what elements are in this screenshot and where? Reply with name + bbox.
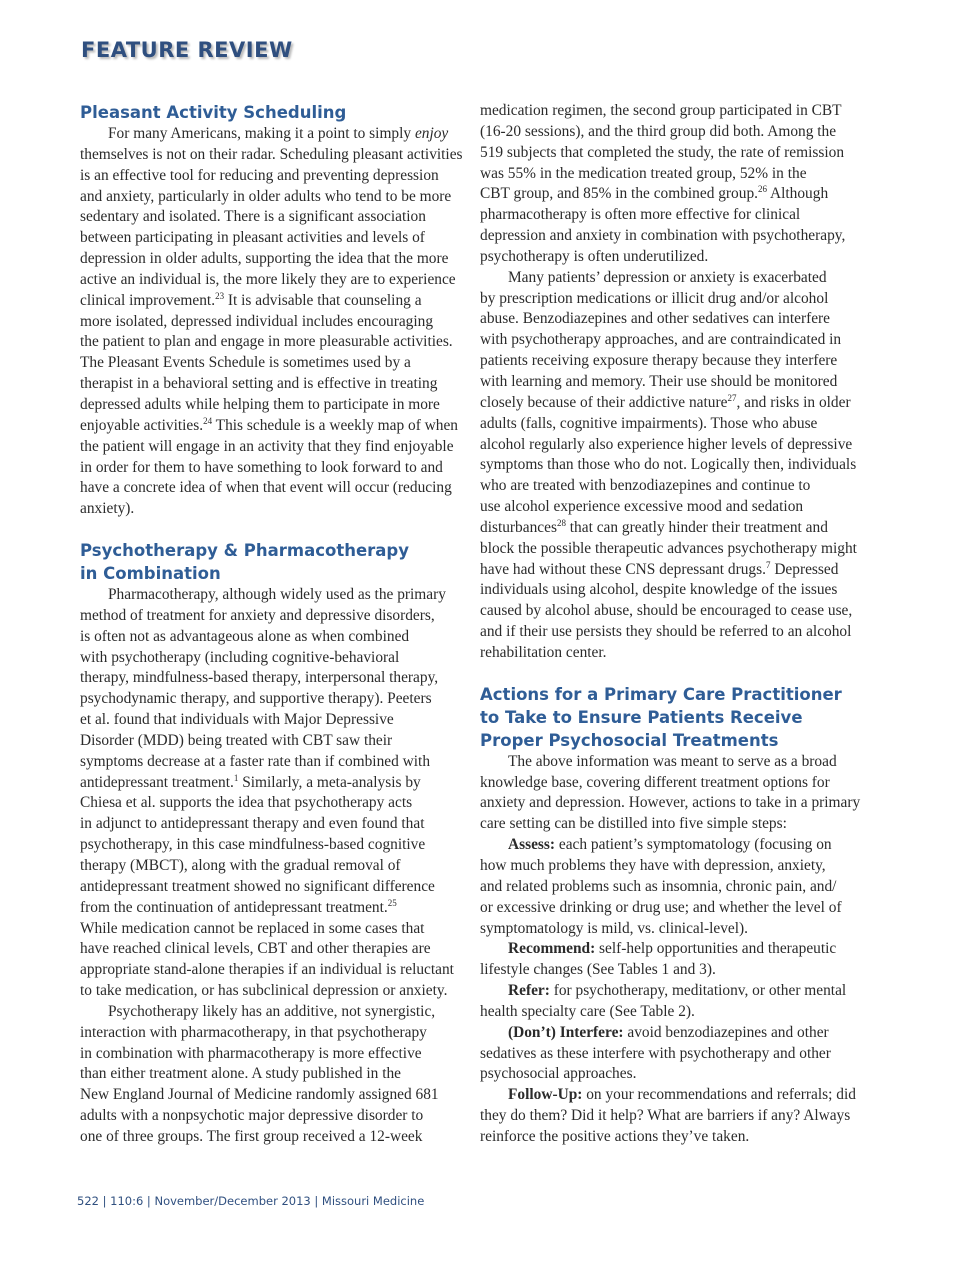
step-dont-interfere: (Don’t) Interfere: avoid benzodiazepines and other sedatives as these interfere with psychotherapy and other psychosocial approaches. (480, 1023, 831, 1083)
step-label: Assess: (508, 836, 556, 854)
citation: 27 (727, 392, 737, 403)
citation: 23 (215, 290, 225, 301)
page-footer: 522 | 110:6 | November/December 2013 | Missouri Medicine (77, 1194, 425, 1208)
heading-psychotherapy-pharmacotherapy: Psychotherapy & Pharmacotherapy in Combination (80, 541, 410, 584)
paragraph-five-steps: The above information was meant to serve as a broad knowledge base, covering different treatment options for anxiety and depression. However, actions to take in a primary care setting can be distilled into five simple steps: (480, 752, 861, 833)
step-label: Follow-Up: (508, 1086, 583, 1104)
paragraph-additive-interaction: Psychotherapy likely has an additive, not synergistic, interaction with pharmacotherapy, in that psychotherapy in combination with pharmacotherapy is more effective than either treatment alone. A study published in the New England Journal of Medicine randomly assigned 681 adults with a nonpsychotic major depressive disorder to one of three groups. The first group received a 12-week (80, 1002, 439, 1145)
step-label: Recommend: (508, 940, 596, 958)
running-head: FEATURE REVIEW (81, 38, 293, 62)
citation: 24 (203, 415, 213, 426)
step-recommend: Recommend: self-help opportunities and therapeutic lifestyle changes (See Tables 1 and 3). (480, 940, 837, 979)
citation: 25 (387, 897, 397, 908)
paragraph-substance-use: Many patients’ depression or anxiety is exacerbated by prescription medications or illicit drug and/or alcohol abuse. Benzodiazepines and other sedatives can interfere with psychotherapy approaches, and are contraindicated in patients receiving exposure therapy because they interfere with learning and memory. Their use should be monitored closely because of their addictive nature$^{27}$, and risks in older adults (falls, cognitive impairments). Those who abuse alcohol regularly also experience higher levels of depressive symptoms than those who do not. Logically then, individuals who are treated with benzodiazepines and continue to use alcohol experience excessive mood and sedation disturbances$^{28}$ that can greatly hinder their treatment and block the possible therapeutic advances psychotherapy might have had without these CNS depressant drugs.$^7$ Depressed individuals using alcohol, despite knowledge of the issues caused by alcohol abuse, should be encouraged to cease use, and if their use persists they should be referred to an alcohol rehabilitation center. (480, 268, 857, 661)
step-label: (Don’t) Interfere: (508, 1023, 624, 1041)
heading-primary-care-actions: Actions for a Primary Care Practitioner to Take to Ensure Patients Receive Proper Psychosocial Treatments (480, 684, 842, 750)
citation: 28 (556, 517, 566, 528)
citation: 7 (765, 559, 771, 570)
heading-pleasant-activity: Pleasant Activity Scheduling (80, 103, 347, 122)
right-column (480, 101, 862, 1148)
step-label: Refer: (508, 982, 550, 1000)
paragraph-pleasant-activity: For many Americans, making it a point to simply enjoy themselves is not on their radar. Scheduling pleasant activities is an effective tool for reducing and preventing depression and anxiety, particularly in older adults who tend to be more sedentary and isolated. There is a significant association between participating in pleasant activities and levels of depression in older adults, supporting the idea that the more active an individual is, the more likely they are to experience clinical improvement.$^{23}$ It is advisable that counseling a more isolated, depressed individual includes encouraging the patient to plan and engage in more pleasurable activities. The Pleasant Events Schedule is sometimes used by a therapist in a behavioral setting and is effective in treating depressed adults while helping them to participate in more enjoyable activities.$^{24}$ This schedule is a weekly map of when the patient will engage in an activity that they find enjoyable in order for them to have something to look forward to and have a concrete idea of when that event will occur (reducing anxiety). (80, 125, 463, 518)
paragraph-pharmacotherapy: Pharmacotherapy, although widely used as the primary method of treatment for anxiety and depressive disorders, is often not as advantageous alone as when combined with psychotherapy (including cognitive-behavioral therapy, mindfulness-based therapy, interpersonal therapy, psychodynamic therapy, and supportive therapy). Peeters et al. found that individuals with Major Depressive Disorder (MDD) being treated with CBT saw their symptoms decrease at a faster rate than if combined with antidepressant treatment.$^1$ Similarly, a meta-analysis by Chiesa et al. supports the idea that psychotherapy acts in adjunct to antidepressant therapy and even found that psychotherapy, in this case mindfulness-based cognitive therapy (MBCT), along with the gradual removal of antidepressant treatment showed no significant difference from the continuation of antidepressant treatment.$^{25}$ While medication cannot be replaced in some cases that have reached clinical levels, CBT and other therapies are appropriate stand-alone therapies if an individual is reluctant to take medication, or has subclinical depression or anxiety. (80, 586, 454, 1000)
paragraph-study-results: medication regimen, the second group participated in CBT (16-20 sessions), and the third group did both. Among the 519 subjects that completed the study, the rate of remission was 55% in the medication treated group, 52% in the CBT group, and 85% in the combined group.$^{26}$ Although pharmacotherapy is often more effective for clinical depression and anxiety in combination with psychotherapy, psychotherapy is often underutilized. (480, 102, 846, 265)
step-assess: Assess: each patient’s symptomatology (focusing on how much problems they have with depression, anxiety, and related problems such as insomnia, chronic pain, and/ or excessive drinking or drug use; and whether the level of symptomatology is mild, vs. clinical-level). (480, 836, 842, 937)
step-refer: Refer: for psychotherapy, meditationv, or other mental health specialty care (See Table 2). (480, 982, 847, 1020)
citation: 1 (233, 772, 239, 783)
citation: 26 (758, 184, 767, 195)
step-follow-up: Follow-Up: on your recommendations and referrals; did they do them? Did it help? What are barriers if any? Always reinforce the positive actions they’ve taken. (480, 1086, 856, 1145)
left-column (80, 101, 462, 1148)
